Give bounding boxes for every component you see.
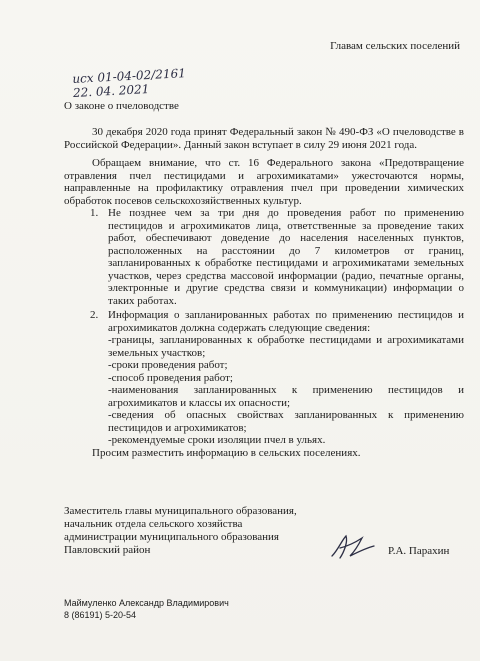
list-item-text: Не позднее чем за три дня до проведения работ по применению пестицидов и агрохимикатов лица, ответственные за проведение таких работ, обеспечивают доведение до населения населенных пунктов, расположенных на расстоянии до 7 километров от границ, запланированных к обработке пестицидами и агрохимикатами земельных участков, через средства массовой информации (радио, печатные органы, электронные и другие средства связи и коммуникации) информации о таких работах. [108, 207, 464, 307]
letter-subject: О законе о пчеловодстве [64, 100, 179, 112]
addressee: Главам сельских поселений [330, 40, 460, 52]
signatory-position [64, 505, 297, 557]
list-item [64, 207, 464, 307]
executor-name: Маймуленко Александр Владимирович [64, 598, 229, 608]
detail-item: -рекомендуемые сроки изоляции пчел в ульях. [108, 434, 326, 446]
requirements-list [64, 207, 464, 447]
position-line: администрации муниципального образования [64, 531, 279, 543]
handwritten-reference [72, 66, 187, 100]
handwritten-signature [328, 528, 378, 564]
executor-phone: 8 (86191) 5-20-54 [64, 610, 137, 620]
list-item-number: 2. [90, 309, 99, 321]
signer-name: Р.А. Парахин [388, 545, 450, 557]
info-details-list [64, 334, 464, 447]
reference-number: исх 01-04-02/2161 [72, 66, 187, 86]
detail-item: -наименования запланированных к применению пестицидов и агрохимикатов и классы их опасности; [108, 384, 464, 409]
reference-date: 22. 04. 2021 [72, 81, 150, 100]
letter-body [64, 126, 464, 459]
detail-item: -способ проведения работ; [108, 371, 233, 384]
detail-item: -границы, запланированных к обработке пестицидами и агрохимикатами земельных участков; [108, 334, 464, 359]
list-item-number: 1. [90, 207, 99, 219]
position-line: Павловский район [64, 544, 151, 556]
position-line: начальник отдела сельского хозяйства [64, 518, 243, 530]
list-item-text: Информация о запланированных работах по применению пестицидов и агрохимикатов должна содержать следующие сведения: [108, 309, 464, 334]
detail-item: -сроки проведения работ; [108, 359, 228, 371]
paragraph-article-16: Обращаем внимание, что ст. 16 Федерального закона «Предотвращение отравления пчел пестицидами и агрохимикатами» ужесточаются нормы, направленные на профилактику отравления пчел при проведении химических обработок посевов сельскохозяйственных культур. [64, 157, 464, 207]
closing-request: Просим разместить информацию в сельских поселениях. [92, 446, 361, 459]
paragraph-law-adopted: 30 декабря 2020 года принят Федеральный закон № 490-ФЗ «О пчеловодстве в Российской Федерации». Данный закон вступает в силу 29 июня 2021 года. [64, 126, 464, 151]
executor-info [64, 597, 229, 621]
position-line: Заместитель главы муниципального образования, [64, 505, 297, 517]
list-item [64, 309, 464, 334]
detail-item: -сведения об опасных свойствах запланированных к применению пестицидов и агрохимикатов; [108, 409, 464, 434]
